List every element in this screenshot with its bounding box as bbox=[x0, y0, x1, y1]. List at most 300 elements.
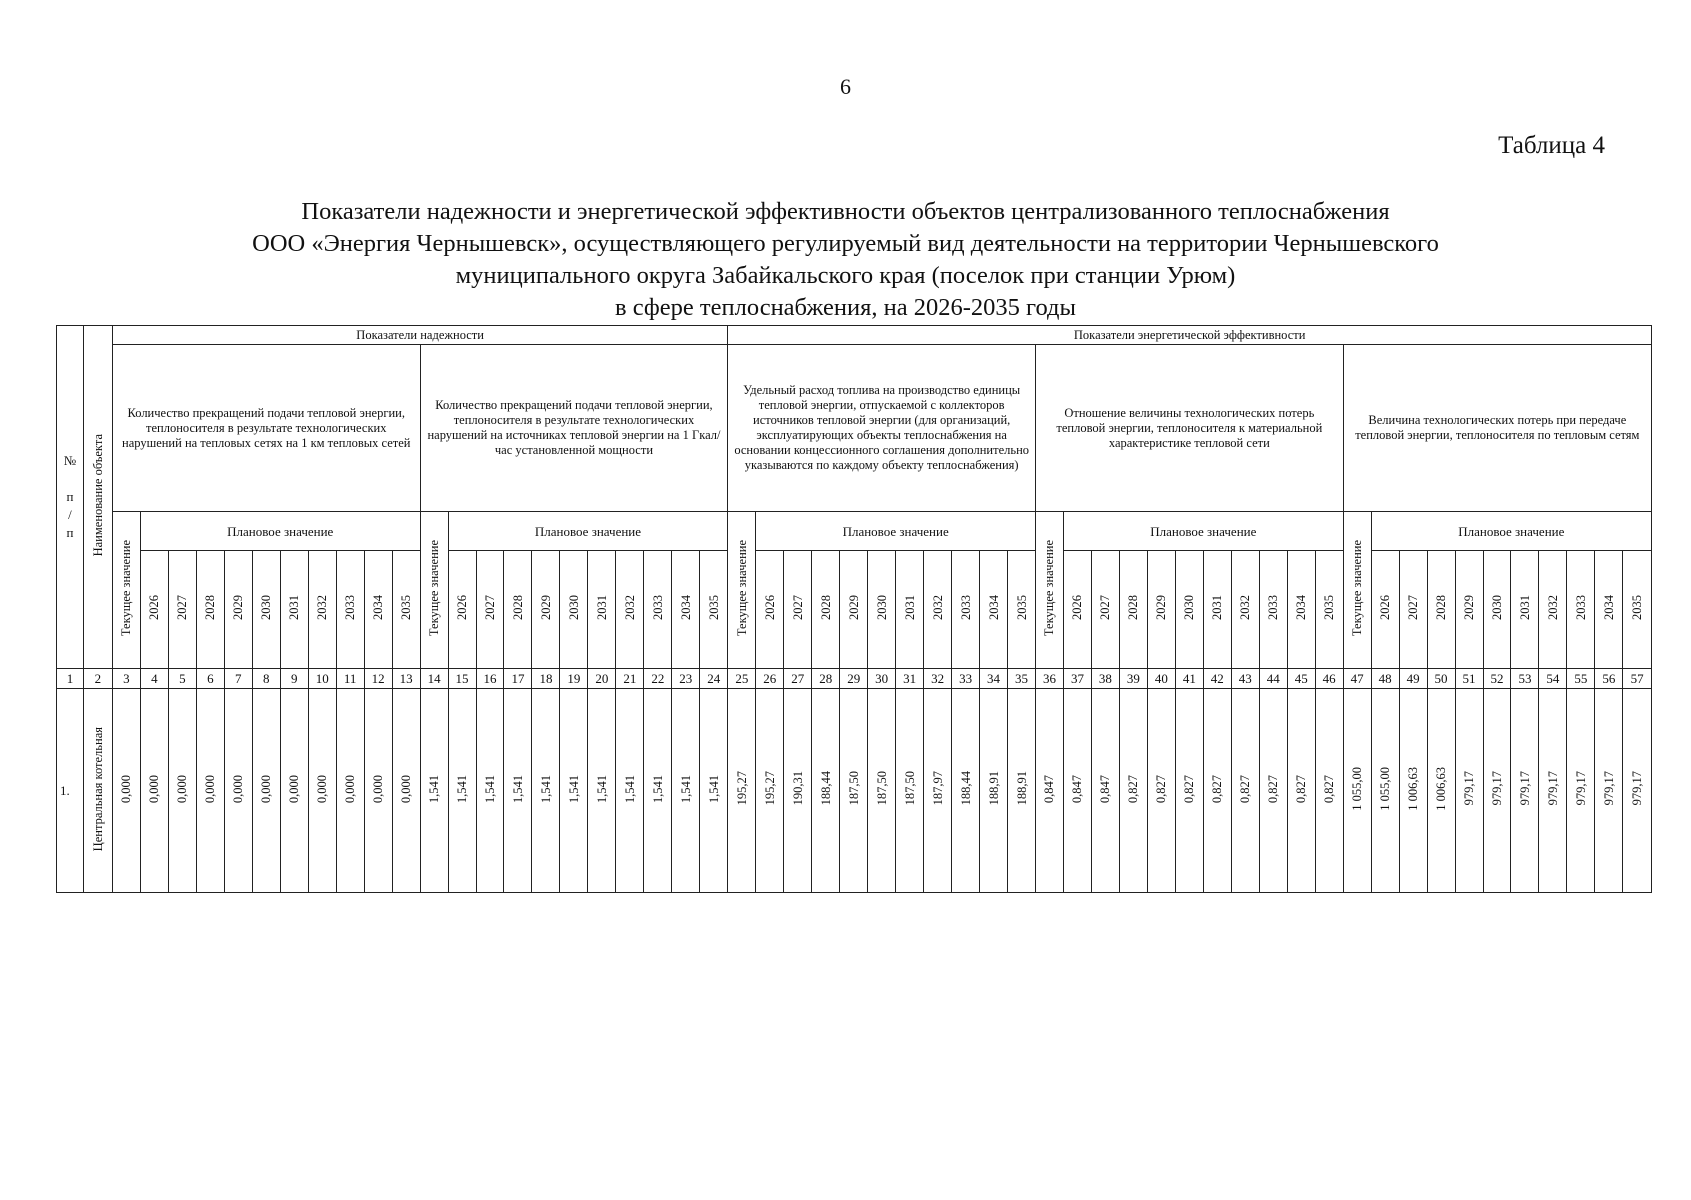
value: 1,541 bbox=[538, 774, 553, 803]
year-header bbox=[168, 551, 196, 669]
column-number: 40 bbox=[1147, 668, 1175, 688]
value-cell bbox=[448, 689, 476, 893]
column-number: 8 bbox=[252, 668, 280, 688]
column-number: 15 bbox=[448, 668, 476, 688]
year-label: 2030 bbox=[1489, 595, 1504, 620]
group-efficiency: Показатели энергетической эффективности bbox=[728, 326, 1652, 345]
year-label: 2027 bbox=[1406, 595, 1421, 620]
year-header bbox=[784, 551, 812, 669]
year-header bbox=[868, 551, 896, 669]
column-number: 24 bbox=[700, 668, 728, 688]
value-cell bbox=[1399, 689, 1427, 893]
year-label: 2034 bbox=[371, 595, 386, 620]
row-number: 1. bbox=[57, 689, 84, 893]
column-number: 38 bbox=[1091, 668, 1119, 688]
column-number: 23 bbox=[672, 668, 700, 688]
year-header bbox=[1539, 551, 1567, 669]
year-header bbox=[1259, 551, 1287, 669]
year-label: 2026 bbox=[147, 595, 162, 620]
year-header bbox=[1567, 551, 1595, 669]
year-header bbox=[588, 551, 616, 669]
year-label: 2031 bbox=[902, 595, 917, 620]
year-label: 2029 bbox=[538, 595, 553, 620]
value-cell bbox=[1287, 689, 1315, 893]
column-number: 54 bbox=[1539, 668, 1567, 688]
year-header bbox=[980, 551, 1008, 669]
column-number: 13 bbox=[392, 668, 420, 688]
value: 0,000 bbox=[175, 774, 190, 803]
value-cell bbox=[280, 689, 308, 893]
value: 190,31 bbox=[790, 771, 805, 806]
value-cell bbox=[112, 689, 140, 893]
value: 0,827 bbox=[1154, 774, 1169, 803]
year-label: 2035 bbox=[1014, 595, 1029, 620]
value: 1,541 bbox=[427, 774, 442, 803]
title-line: муниципального округа Забайкальского края (поселок при станции Урюм) bbox=[455, 262, 1236, 289]
year-header bbox=[1231, 551, 1259, 669]
column-number: 53 bbox=[1511, 668, 1539, 688]
year-label: 2032 bbox=[930, 595, 945, 620]
year-label: 2033 bbox=[650, 595, 665, 620]
plan-value-header: Плановое значение bbox=[756, 512, 1036, 551]
value-cell bbox=[308, 689, 336, 893]
value: 195,27 bbox=[734, 771, 749, 806]
page-number: 6 bbox=[840, 74, 851, 99]
value-cell bbox=[1091, 689, 1119, 893]
year-label: 2031 bbox=[1210, 595, 1225, 620]
year-label: 2026 bbox=[1378, 595, 1393, 620]
column-number: 45 bbox=[1287, 668, 1315, 688]
year-label: 2033 bbox=[958, 595, 973, 620]
column-number: 42 bbox=[1203, 668, 1231, 688]
year-label: 2028 bbox=[203, 595, 218, 620]
year-header bbox=[672, 551, 700, 669]
year-header bbox=[476, 551, 504, 669]
value: 0,847 bbox=[1098, 774, 1113, 803]
value: 0,000 bbox=[259, 774, 274, 803]
column-number: 2 bbox=[83, 668, 112, 688]
value-cell bbox=[924, 689, 952, 893]
year-header bbox=[756, 551, 784, 669]
value-cell bbox=[1203, 689, 1231, 893]
year-header bbox=[924, 551, 952, 669]
year-header bbox=[1483, 551, 1511, 669]
value: 0,000 bbox=[343, 774, 358, 803]
year-header bbox=[140, 551, 168, 669]
value-cell bbox=[1175, 689, 1203, 893]
column-number: 7 bbox=[224, 668, 252, 688]
year-header bbox=[532, 551, 560, 669]
value: 1 055,00 bbox=[1378, 766, 1393, 811]
column-number: 16 bbox=[476, 668, 504, 688]
column-number: 18 bbox=[532, 668, 560, 688]
column-number: 3 bbox=[112, 668, 140, 688]
year-label: 2030 bbox=[1182, 595, 1197, 620]
current-value-header bbox=[112, 512, 140, 668]
value: 979,17 bbox=[1462, 771, 1477, 806]
value: 1,541 bbox=[622, 774, 637, 803]
year-label: 2028 bbox=[818, 595, 833, 620]
column-number: 39 bbox=[1119, 668, 1147, 688]
value: 0,000 bbox=[147, 774, 162, 803]
value: 1 006,63 bbox=[1434, 766, 1449, 811]
year-label: 2026 bbox=[1070, 595, 1085, 620]
column-number: 26 bbox=[756, 668, 784, 688]
year-header bbox=[364, 551, 392, 669]
value-cell bbox=[1455, 689, 1483, 893]
year-label: 2035 bbox=[706, 595, 721, 620]
year-header bbox=[1063, 551, 1091, 669]
current-value-label: Текущее значение bbox=[119, 540, 134, 637]
year-label: 2034 bbox=[986, 595, 1001, 620]
value-cell bbox=[1008, 689, 1036, 893]
year-label: 2034 bbox=[1294, 595, 1309, 620]
column-number: 31 bbox=[896, 668, 924, 688]
plan-value-header: Плановое значение bbox=[1063, 512, 1343, 551]
column-number: 28 bbox=[812, 668, 840, 688]
year-header bbox=[1399, 551, 1427, 669]
year-label: 2035 bbox=[399, 595, 414, 620]
year-header bbox=[1203, 551, 1231, 669]
value-cell bbox=[1539, 689, 1567, 893]
column-number: 6 bbox=[196, 668, 224, 688]
value: 1,541 bbox=[706, 774, 721, 803]
value-cell bbox=[336, 689, 364, 893]
column-number: 41 bbox=[1175, 668, 1203, 688]
value-cell bbox=[616, 689, 644, 893]
value: 187,50 bbox=[902, 771, 917, 806]
current-value-label: Текущее значение bbox=[734, 540, 749, 637]
value-cell bbox=[476, 689, 504, 893]
column-number: 5 bbox=[168, 668, 196, 688]
indicator-header-4: Отношение величины технологических потерь тепловой энергии, теплоносителя к материальной характеристике тепловой сети bbox=[1036, 345, 1344, 512]
value: 0,000 bbox=[315, 774, 330, 803]
table-row bbox=[57, 689, 1652, 893]
value: 0,000 bbox=[231, 774, 246, 803]
year-label: 2034 bbox=[678, 595, 693, 620]
value: 0,827 bbox=[1294, 774, 1309, 803]
title-line: в сфере теплоснабжения, на 2026-2035 годы bbox=[615, 294, 1076, 321]
year-label: 2032 bbox=[1545, 595, 1560, 620]
value-cell bbox=[1063, 689, 1091, 893]
column-number: 46 bbox=[1315, 668, 1343, 688]
value-cell bbox=[840, 689, 868, 893]
value-cell bbox=[700, 689, 728, 893]
value: 0,827 bbox=[1210, 774, 1225, 803]
column-number: 55 bbox=[1567, 668, 1595, 688]
value-cell bbox=[588, 689, 616, 893]
year-label: 2029 bbox=[1154, 595, 1169, 620]
value-cell bbox=[196, 689, 224, 893]
value-cell bbox=[1511, 689, 1539, 893]
title-line: ООО «Энергия Чернышевск», осуществляющего регулируемый вид деятельности на территории Чернышевского bbox=[252, 230, 1439, 257]
value-cell bbox=[1427, 689, 1455, 893]
value: 1 055,00 bbox=[1350, 766, 1365, 811]
object-name: Центральная котельная bbox=[90, 726, 105, 851]
year-label: 2028 bbox=[1434, 595, 1449, 620]
value: 979,17 bbox=[1601, 771, 1616, 806]
year-header bbox=[448, 551, 476, 669]
year-label: 2029 bbox=[1462, 595, 1477, 620]
year-header bbox=[560, 551, 588, 669]
year-label: 2035 bbox=[1322, 595, 1337, 620]
year-header bbox=[1175, 551, 1203, 669]
column-number: 17 bbox=[504, 668, 532, 688]
column-number: 10 bbox=[308, 668, 336, 688]
value-cell bbox=[952, 689, 980, 893]
indicator-header-3: Удельный расход топлива на производство единицы тепловой энергии, отпускаемой с коллекторов источников тепловой энергии (для организаций, эксплуатирующих объекты теплоснабжения на основании концессионного соглашения дополнительно указываются по каждому объекту теплоснабжения) bbox=[728, 345, 1036, 512]
year-label: 2029 bbox=[846, 595, 861, 620]
year-label: 2026 bbox=[455, 595, 470, 620]
column-number: 44 bbox=[1259, 668, 1287, 688]
value: 188,44 bbox=[958, 771, 973, 806]
number-column-label: № п / п bbox=[63, 452, 77, 540]
indicator-header-2: Количество прекращений подачи тепловой энергии, теплоносителя в результате технологических нарушений на источниках тепловой энергии на 1 Гкал/час установленной мощности bbox=[420, 345, 728, 512]
value: 979,17 bbox=[1517, 771, 1532, 806]
column-number: 4 bbox=[140, 668, 168, 688]
year-header bbox=[952, 551, 980, 669]
column-number: 52 bbox=[1483, 668, 1511, 688]
value: 0,827 bbox=[1238, 774, 1253, 803]
value-cell bbox=[1315, 689, 1343, 893]
year-label: 2033 bbox=[1573, 595, 1588, 620]
column-number: 47 bbox=[1343, 668, 1371, 688]
value: 0,827 bbox=[1126, 774, 1141, 803]
value-cell bbox=[1343, 689, 1371, 893]
column-number: 43 bbox=[1231, 668, 1259, 688]
year-header bbox=[1371, 551, 1399, 669]
current-value-header bbox=[420, 512, 448, 668]
year-header bbox=[1315, 551, 1343, 669]
value-cell bbox=[364, 689, 392, 893]
value-cell bbox=[1567, 689, 1595, 893]
column-number: 22 bbox=[644, 668, 672, 688]
year-label: 2033 bbox=[1266, 595, 1281, 620]
column-number: 29 bbox=[840, 668, 868, 688]
year-label: 2028 bbox=[1126, 595, 1141, 620]
year-header bbox=[196, 551, 224, 669]
value-cell bbox=[420, 689, 448, 893]
year-label: 2031 bbox=[594, 595, 609, 620]
header-number-col bbox=[57, 326, 84, 669]
column-number: 12 bbox=[364, 668, 392, 688]
column-number: 48 bbox=[1371, 668, 1399, 688]
value: 1,541 bbox=[594, 774, 609, 803]
value-cell bbox=[868, 689, 896, 893]
column-number: 35 bbox=[1008, 668, 1036, 688]
year-header bbox=[1008, 551, 1036, 669]
current-value-label: Текущее значение bbox=[1042, 540, 1057, 637]
column-number: 19 bbox=[560, 668, 588, 688]
column-number: 20 bbox=[588, 668, 616, 688]
column-number: 1 bbox=[57, 668, 84, 688]
year-header bbox=[896, 551, 924, 669]
year-label: 2030 bbox=[874, 595, 889, 620]
value: 1,541 bbox=[455, 774, 470, 803]
year-label: 2032 bbox=[315, 595, 330, 620]
value-cell bbox=[1231, 689, 1259, 893]
value: 188,91 bbox=[986, 771, 1001, 806]
value-cell bbox=[1623, 689, 1652, 893]
value: 979,17 bbox=[1489, 771, 1504, 806]
year-label: 2027 bbox=[790, 595, 805, 620]
year-label: 2027 bbox=[483, 595, 497, 620]
column-number: 36 bbox=[1036, 668, 1064, 688]
value: 0,827 bbox=[1322, 774, 1337, 803]
year-header bbox=[1119, 551, 1147, 669]
year-label: 2033 bbox=[343, 595, 358, 620]
year-header bbox=[1287, 551, 1315, 669]
year-header bbox=[224, 551, 252, 669]
year-header bbox=[840, 551, 868, 669]
value: 1,541 bbox=[566, 774, 581, 803]
year-header bbox=[392, 551, 420, 669]
column-number: 50 bbox=[1427, 668, 1455, 688]
value: 0,827 bbox=[1266, 774, 1281, 803]
column-number: 21 bbox=[616, 668, 644, 688]
value-cell bbox=[728, 689, 756, 893]
column-number: 37 bbox=[1063, 668, 1091, 688]
year-label: 2034 bbox=[1601, 595, 1616, 620]
indicator-header-1: Количество прекращений подачи тепловой энергии, теплоносителя в результате технологических нарушений на тепловых сетях на 1 км тепловых сетей bbox=[112, 345, 420, 512]
column-number: 11 bbox=[336, 668, 364, 688]
column-number: 49 bbox=[1399, 668, 1427, 688]
year-label: 2030 bbox=[259, 595, 274, 620]
value-cell bbox=[756, 689, 784, 893]
year-header bbox=[812, 551, 840, 669]
year-header bbox=[700, 551, 728, 669]
column-number: 34 bbox=[980, 668, 1008, 688]
value: 0,000 bbox=[371, 774, 386, 803]
value: 187,97 bbox=[930, 771, 945, 806]
name-column-label: Наименование объекта bbox=[90, 433, 105, 557]
current-value-header bbox=[728, 512, 756, 668]
column-number: 30 bbox=[868, 668, 896, 688]
value-cell bbox=[672, 689, 700, 893]
column-number: 25 bbox=[728, 668, 756, 688]
value: 188,91 bbox=[1014, 771, 1029, 806]
header-name-col bbox=[83, 326, 112, 669]
value: 1 006,63 bbox=[1406, 766, 1421, 811]
value: 979,17 bbox=[1573, 771, 1588, 806]
value: 187,50 bbox=[874, 771, 889, 806]
year-label: 2027 bbox=[175, 595, 190, 620]
value: 0,000 bbox=[119, 774, 134, 803]
year-header bbox=[308, 551, 336, 669]
year-label: 2035 bbox=[1630, 595, 1645, 620]
value-cell bbox=[1595, 689, 1623, 893]
column-number: 14 bbox=[420, 668, 448, 688]
column-number: 32 bbox=[924, 668, 952, 688]
plan-value-header: Плановое значение bbox=[1371, 512, 1651, 551]
group-reliability: Показатели надежности bbox=[112, 326, 727, 345]
current-value-header bbox=[1343, 512, 1371, 668]
value: 979,17 bbox=[1545, 771, 1560, 806]
value: 188,44 bbox=[818, 771, 833, 806]
title-line: Показатели надежности и энергетической эффективности объектов централизованного теплоснабжения bbox=[301, 198, 1390, 225]
value: 1,541 bbox=[483, 774, 497, 803]
year-label: 2031 bbox=[1517, 595, 1532, 620]
value-cell bbox=[392, 689, 420, 893]
column-number: 51 bbox=[1455, 668, 1483, 688]
value-cell bbox=[896, 689, 924, 893]
year-header bbox=[1595, 551, 1623, 669]
value: 1,541 bbox=[678, 774, 693, 803]
year-label: 2029 bbox=[231, 595, 246, 620]
value: 195,27 bbox=[762, 771, 777, 806]
column-number: 27 bbox=[784, 668, 812, 688]
year-label: 2027 bbox=[1098, 595, 1113, 620]
value-cell bbox=[1147, 689, 1175, 893]
year-header bbox=[1427, 551, 1455, 669]
value-cell bbox=[140, 689, 168, 893]
year-label: 2028 bbox=[510, 595, 525, 620]
year-header bbox=[1623, 551, 1652, 669]
column-number: 9 bbox=[280, 668, 308, 688]
value-cell bbox=[252, 689, 280, 893]
value: 0,000 bbox=[287, 774, 302, 803]
value-cell bbox=[168, 689, 196, 893]
value: 0,827 bbox=[1182, 774, 1197, 803]
year-label: 2031 bbox=[287, 595, 302, 620]
plan-value-header: Плановое значение bbox=[140, 512, 420, 551]
current-value-header bbox=[1036, 512, 1064, 668]
value-cell bbox=[560, 689, 588, 893]
object-name-cell bbox=[83, 689, 112, 893]
current-value-label: Текущее значение bbox=[427, 540, 442, 637]
value-cell bbox=[644, 689, 672, 893]
column-number: 33 bbox=[952, 668, 980, 688]
plan-value-header: Плановое значение bbox=[448, 512, 728, 551]
value-cell bbox=[504, 689, 532, 893]
value-cell bbox=[1483, 689, 1511, 893]
value: 0,847 bbox=[1070, 774, 1085, 803]
year-header bbox=[1091, 551, 1119, 669]
year-header bbox=[1147, 551, 1175, 669]
year-header bbox=[644, 551, 672, 669]
year-header bbox=[1511, 551, 1539, 669]
year-label: 2026 bbox=[762, 595, 777, 620]
value-cell bbox=[1371, 689, 1399, 893]
value: 0,847 bbox=[1042, 774, 1057, 803]
current-value-label: Текущее значение bbox=[1350, 540, 1365, 637]
value-cell bbox=[784, 689, 812, 893]
year-label: 2032 bbox=[622, 595, 637, 620]
year-header bbox=[616, 551, 644, 669]
value-cell bbox=[980, 689, 1008, 893]
value-cell bbox=[1259, 689, 1287, 893]
value: 187,50 bbox=[846, 771, 861, 806]
value-cell bbox=[1036, 689, 1064, 893]
value: 1,541 bbox=[510, 774, 525, 803]
year-header bbox=[280, 551, 308, 669]
value-cell bbox=[812, 689, 840, 893]
year-header bbox=[336, 551, 364, 669]
value-cell bbox=[224, 689, 252, 893]
value: 0,000 bbox=[203, 774, 218, 803]
year-header bbox=[252, 551, 280, 669]
value: 979,17 bbox=[1630, 771, 1645, 806]
column-number: 56 bbox=[1595, 668, 1623, 688]
year-label: 2030 bbox=[566, 595, 581, 620]
value-cell bbox=[1119, 689, 1147, 893]
value: 1,541 bbox=[650, 774, 665, 803]
column-number: 57 bbox=[1623, 668, 1652, 688]
year-header bbox=[1455, 551, 1483, 669]
value-cell bbox=[532, 689, 560, 893]
year-header bbox=[504, 551, 532, 669]
document-title bbox=[0, 196, 1691, 324]
